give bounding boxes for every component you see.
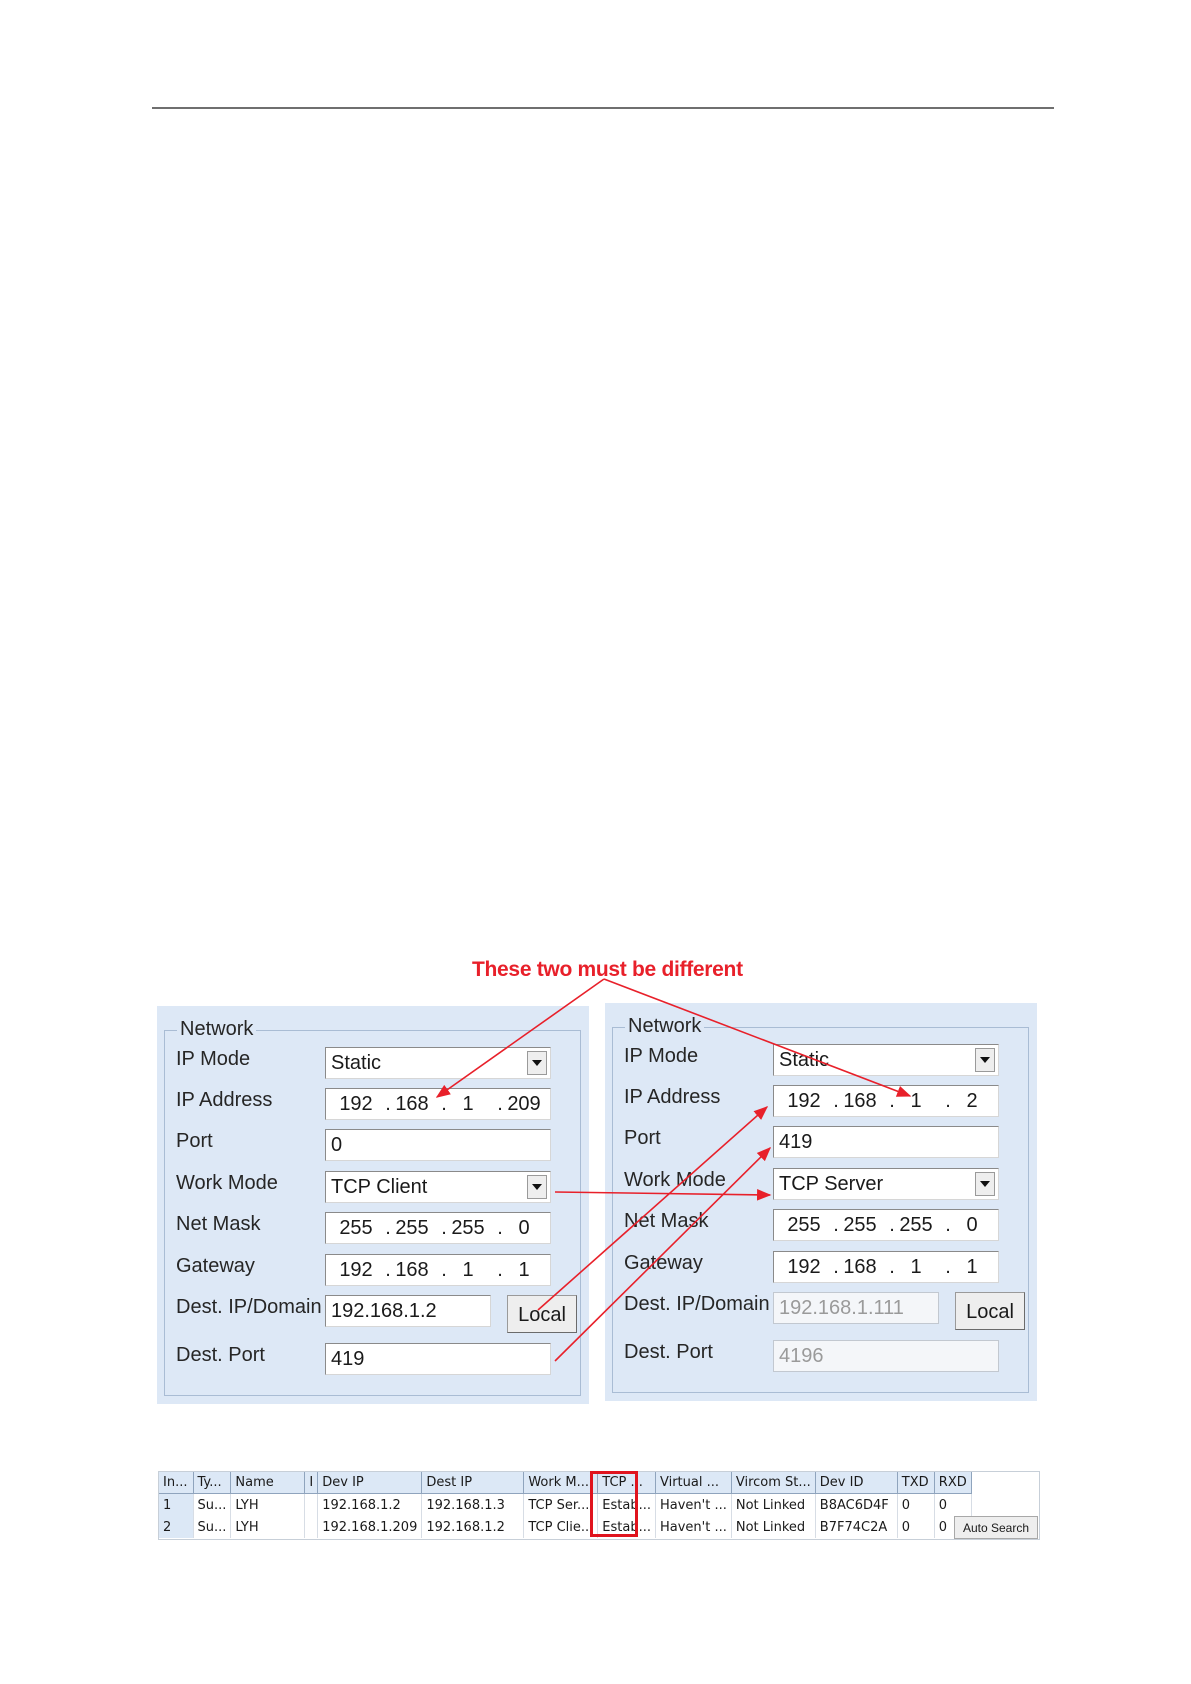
column-header[interactable]: RXD xyxy=(934,1472,971,1494)
ip-octet: 1 xyxy=(462,1259,474,1281)
local-ip-button[interactable]: Local xyxy=(507,1295,577,1333)
label-gateway: Gateway xyxy=(624,1252,703,1274)
chevron-down-icon[interactable] xyxy=(975,1172,995,1196)
work-mode-select[interactable] xyxy=(773,1168,999,1200)
network-panel-right xyxy=(605,1003,1037,1401)
column-header[interactable]: Name xyxy=(231,1472,305,1494)
label-net-mask: Net Mask xyxy=(176,1213,261,1235)
label-ip-address: IP Address xyxy=(176,1089,273,1111)
ip-mode-value: Static xyxy=(331,1052,382,1074)
ip-octet: 168 xyxy=(395,1093,429,1115)
table-cell: Haven't ... xyxy=(655,1494,731,1517)
ip-mode-value: Static xyxy=(779,1049,830,1071)
table-cell: 0 xyxy=(897,1494,934,1517)
ip-address-input[interactable]: 192 . 168 . 1 . 2 xyxy=(773,1085,999,1117)
ip-octet: 255 xyxy=(899,1214,933,1236)
chevron-down-icon[interactable] xyxy=(527,1175,547,1199)
work-mode-value: TCP Client xyxy=(331,1176,428,1198)
table-cell: 0 xyxy=(934,1494,971,1517)
network-panel-left xyxy=(157,1006,589,1404)
ip-octet: 168 xyxy=(843,1090,877,1112)
column-header[interactable]: I xyxy=(305,1472,318,1494)
device-grid xyxy=(159,1472,972,1538)
table-cell: 1 xyxy=(159,1494,193,1517)
table-cell: 192.168.1.3 xyxy=(422,1494,524,1517)
ip-octet: 192 xyxy=(787,1256,821,1278)
ip-octet: 168 xyxy=(395,1259,429,1281)
ip-address-input[interactable]: 192 . 168 . 1 . 209 xyxy=(325,1088,551,1120)
tcp-status-highlight-box xyxy=(590,1471,638,1537)
net-mask-input[interactable]: 255 . 255 . 255 . 0 xyxy=(325,1212,551,1244)
label-port: Port xyxy=(176,1130,213,1152)
port-input[interactable]: 0 xyxy=(325,1129,551,1161)
page-header-rule xyxy=(152,107,1054,109)
table-cell: 0 xyxy=(934,1516,971,1538)
dest-port-input[interactable]: 419 xyxy=(325,1343,551,1375)
port-input[interactable]: 419 xyxy=(773,1126,999,1158)
group-title: Network xyxy=(625,1015,704,1038)
table-cell: Estab... xyxy=(598,1516,656,1538)
label-ip-mode: IP Mode xyxy=(624,1045,699,1067)
ip-octet: 192 xyxy=(339,1259,373,1281)
label-ip-address: IP Address xyxy=(624,1086,721,1108)
annotation-label: These two must be different xyxy=(472,958,743,981)
ip-octet: 1 xyxy=(966,1256,978,1278)
column-header[interactable]: Vircom St... xyxy=(731,1472,815,1494)
label-work-mode: Work Mode xyxy=(624,1169,726,1191)
table-cell: 192.168.1.2 xyxy=(422,1516,524,1538)
column-header[interactable]: TXD xyxy=(897,1472,934,1494)
label-ip-mode: IP Mode xyxy=(176,1048,251,1070)
ip-octet: 255 xyxy=(395,1217,429,1239)
ip-octet: 1 xyxy=(910,1090,922,1112)
ip-octet: 255 xyxy=(843,1214,877,1236)
ip-octet: 255 xyxy=(451,1217,485,1239)
column-header[interactable]: Dev IP xyxy=(318,1472,422,1494)
table-cell: LYH xyxy=(231,1494,305,1517)
ip-octet: 1 xyxy=(910,1256,922,1278)
net-mask-input[interactable]: 255 . 255 . 255 . 0 xyxy=(773,1209,999,1241)
label-dest-port: Dest. Port xyxy=(624,1341,713,1363)
chevron-down-icon[interactable] xyxy=(975,1048,995,1072)
label-dest-ip: Dest. IP/Domain xyxy=(176,1296,322,1318)
table-cell: Su... xyxy=(193,1516,231,1538)
table-cell: 192.168.1.2 xyxy=(318,1494,422,1517)
ip-octet: 255 xyxy=(787,1214,821,1236)
table-cell: Haven't ... xyxy=(655,1516,731,1538)
table-row[interactable] xyxy=(159,1516,971,1538)
work-mode-value: TCP Server xyxy=(779,1173,884,1195)
ip-octet: 168 xyxy=(843,1256,877,1278)
table-cell: TCP Ser... xyxy=(524,1494,598,1517)
table-cell xyxy=(305,1494,318,1517)
column-header[interactable]: Virtual ... xyxy=(655,1472,731,1494)
column-header[interactable]: Dest IP xyxy=(422,1472,524,1494)
dest-port-input[interactable]: 4196 xyxy=(773,1340,999,1372)
label-port: Port xyxy=(624,1127,661,1149)
label-gateway: Gateway xyxy=(176,1255,255,1277)
column-header[interactable]: In... xyxy=(159,1472,193,1494)
column-header[interactable]: Work M... xyxy=(524,1472,598,1494)
table-row[interactable] xyxy=(159,1494,971,1517)
group-title: Network xyxy=(177,1018,256,1041)
table-cell: Not Linked xyxy=(731,1494,815,1517)
table-cell: LYH xyxy=(231,1516,305,1538)
ip-octet: 0 xyxy=(518,1217,530,1239)
label-dest-ip: Dest. IP/Domain xyxy=(624,1293,770,1315)
dest-ip-input[interactable]: 192.168.1.2 xyxy=(325,1295,491,1327)
local-ip-button[interactable]: Local xyxy=(955,1292,1025,1330)
table-cell: 192.168.1.209 xyxy=(318,1516,422,1538)
label-net-mask: Net Mask xyxy=(624,1210,709,1232)
table-cell: B7F74C2A xyxy=(815,1516,897,1538)
table-cell: TCP Clie... xyxy=(524,1516,598,1538)
work-mode-select[interactable] xyxy=(325,1171,551,1203)
column-header[interactable]: Dev ID xyxy=(815,1472,897,1494)
auto-search-button[interactable]: Auto Search xyxy=(954,1516,1038,1539)
label-dest-port: Dest. Port xyxy=(176,1344,265,1366)
ip-octet: 192 xyxy=(787,1090,821,1112)
table-cell: Su... xyxy=(193,1494,231,1517)
table-cell: B8AC6D4F xyxy=(815,1494,897,1517)
table-cell: 2 xyxy=(159,1516,193,1538)
column-header[interactable]: TCP ... xyxy=(598,1472,656,1494)
ip-octet: 192 xyxy=(339,1093,373,1115)
ip-octet: 0 xyxy=(966,1214,978,1236)
ip-octet: 255 xyxy=(339,1217,373,1239)
ip-mode-select[interactable] xyxy=(773,1044,999,1076)
chevron-down-icon[interactable] xyxy=(527,1051,547,1075)
dest-ip-input[interactable]: 192.168.1.111 xyxy=(773,1292,939,1324)
table-header-row xyxy=(159,1472,971,1494)
ip-octet: 2 xyxy=(966,1090,978,1112)
gateway-input[interactable]: 192 . 168 . 1 . 1 xyxy=(325,1254,551,1286)
ip-octet: 1 xyxy=(462,1093,474,1115)
column-header[interactable]: Ty... xyxy=(193,1472,231,1494)
label-work-mode: Work Mode xyxy=(176,1172,278,1194)
table-cell: 0 xyxy=(897,1516,934,1538)
gateway-input[interactable]: 192 . 168 . 1 . 1 xyxy=(773,1251,999,1283)
ip-octet: 1 xyxy=(518,1259,530,1281)
ip-octet: 209 xyxy=(507,1093,541,1115)
table-cell xyxy=(305,1516,318,1538)
table-cell: Estab... xyxy=(598,1494,656,1517)
ip-mode-select[interactable] xyxy=(325,1047,551,1079)
table-cell: Not Linked xyxy=(731,1516,815,1538)
